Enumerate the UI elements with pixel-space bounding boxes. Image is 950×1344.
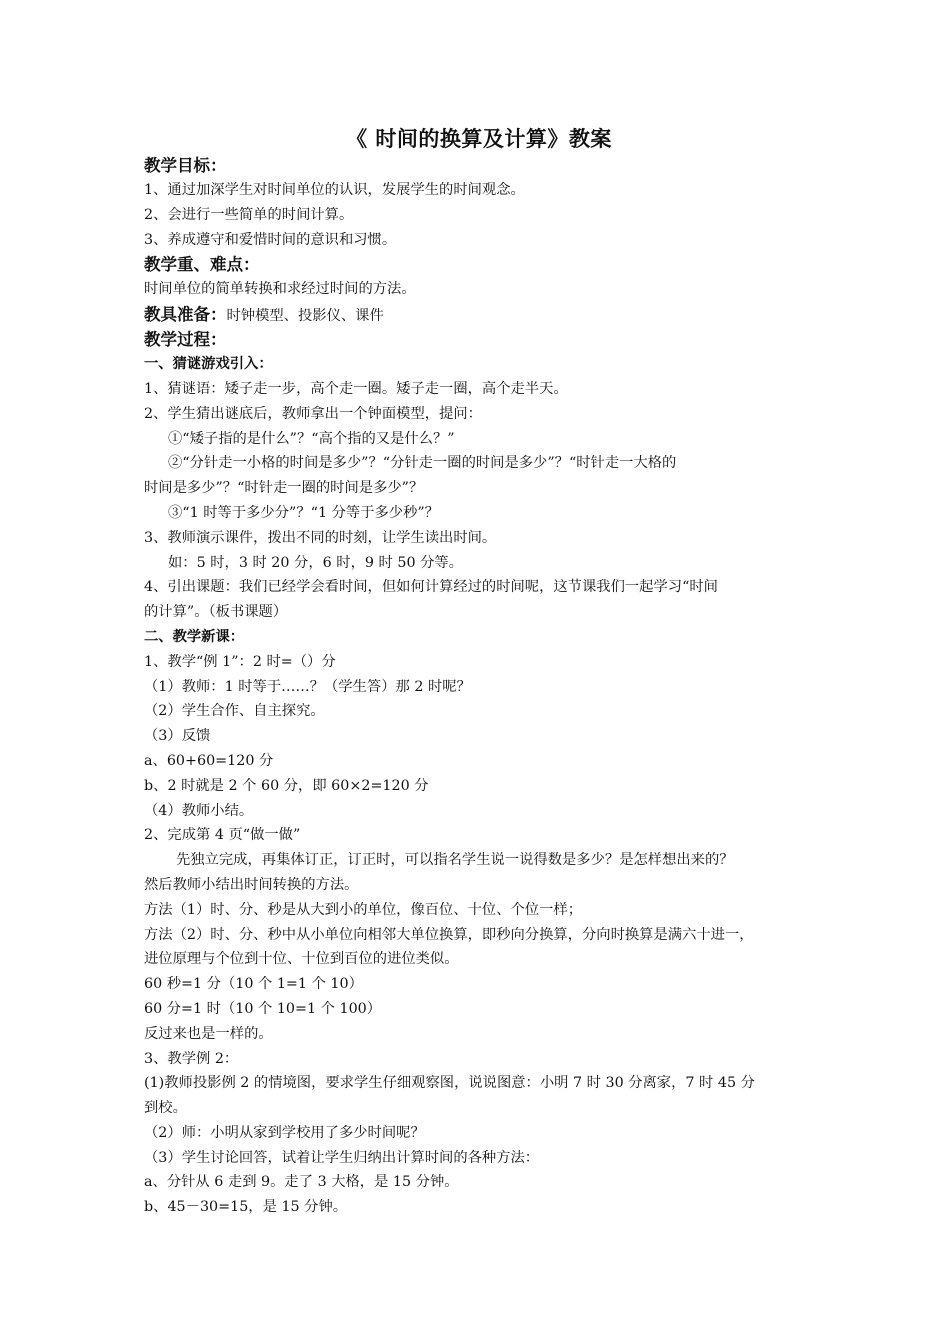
goal-item-2: 2、会进行一些简单的时间计算。 [144, 206, 354, 223]
paragraph-line: 2、完成第 4 页“做一做” [144, 827, 301, 844]
section-heading-new-lesson: 二、教学新课： [144, 628, 245, 645]
paragraph-line: 的计算”。（板书课题） [144, 604, 288, 621]
paragraph-line: b、45－30=15，是 15 分钟。 [144, 1199, 348, 1216]
paragraph-line: 方法（1）时、分、秒是从大到小的单位，像百位、十位、个位一样； [144, 901, 582, 918]
paragraph-line: 先独立完成，再集体订正，订正时，可以指名学生说一说得数是多少？是怎样想出来的？ [176, 852, 734, 869]
goal-item-3: 3、养成遵守和爱惜时间的意识和习惯。 [144, 231, 397, 248]
paragraph-line: 60 分=1 时（10 个 10=1 个 100） [144, 1000, 382, 1017]
goal-item-1: 1、通过加深学生对时间单位的认识，发展学生的时间观念。 [144, 182, 525, 198]
paragraph-line: （4）教师小结。 [144, 802, 254, 819]
key-points-text: 时间单位的简单转换和求经过时间的方法。 [144, 281, 416, 298]
paragraph-line: （3）学生讨论回答，试着让学生归纳出计算时间的各种方法： [144, 1149, 540, 1166]
section-heading-intro: 一、猜谜游戏引入： [144, 356, 273, 373]
document-title: 《 时间的换算及计算》教案 [346, 127, 612, 151]
teaching-tools-text: 时钟模型、投影仪、课件 [226, 308, 384, 325]
paragraph-line: 进位原理与个位到十位、十位到百位的进位类似。 [144, 951, 459, 968]
paragraph-line: (1)教师投影例 2 的情境图，要求学生仔细观察图，说说图意：小明 7 时 30 分离家，7 时 45 分 [144, 1075, 755, 1092]
paragraph-line: 1、教学“例 1”：2 时=（）分 [144, 653, 336, 670]
paragraph-line: 60 秒=1 分（10 个 1=1 个 10） [144, 976, 363, 993]
paragraph-line: ①“矮子指的是什么”？“高个指的又是什么？” [168, 430, 455, 447]
paragraph-line: ③“1 时等于多少分”？“1 分等于多少秒”？ [168, 504, 439, 521]
paragraph-line: b、2 时就是 2 个 60 分，即 60×2=120 分 [144, 777, 429, 794]
tools-line [144, 302, 814, 327]
lesson-plan-body [144, 126, 814, 1220]
paragraph-line: 1、猜谜语：矮子走一步，高个走一圈。矮子走一圈，高个走半天。 [144, 380, 568, 397]
paragraph-line: 2、学生猜出谜底后，教师拿出一个钟面模型，提问： [144, 405, 482, 422]
paragraph-line: 3、教师演示课件，拨出不同的时刻，让学生读出时间。 [144, 529, 497, 546]
paragraph-line: 时间是多少”？“时针走一圈的时间是多少”？ [144, 480, 424, 497]
paragraph-line: 然后教师小结出时间转换的方法。 [144, 876, 359, 893]
paragraph-line: ②“分针走一小格的时间是多少”？“分针走一圈的时间是多少”？“时针走一大格的 [168, 455, 677, 472]
heading-key-points: 教学重、难点： [144, 255, 260, 275]
heading-teaching-process: 教学过程： [144, 330, 227, 350]
paragraph-line: 反过来也是一样的。 [144, 1025, 273, 1042]
paragraph-line: 4、引出课题：我们已经学会看时间，但如何计算经过的时间呢，这节课我们一起学习“时间 [144, 579, 718, 596]
paragraph-line: （2）师：小明从家到学校用了多少时间呢？ [144, 1124, 425, 1141]
paragraph-line: 如：5 时，3 时 20 分，6 时，9 时 50 分等。 [168, 554, 463, 571]
heading-teaching-goals: 教学目标： [144, 156, 227, 175]
paragraph-line: a、分针从 6 走到 9。走了 3 大格，是 15 分钟。 [144, 1174, 459, 1191]
paragraph-line: （3）反馈 [144, 728, 211, 745]
paragraph-line: 3、教学例 2： [144, 1050, 239, 1067]
paragraph-line: a、60+60=120 分 [144, 752, 274, 769]
paragraph-line: （2）学生合作、自主探究。 [144, 703, 325, 720]
paragraph-line: 方法（2）时、分、秒中从小单位向相邻大单位换算，即秒向分换算，分向时换算是满六十进一， [144, 926, 754, 943]
paragraph-line: （1）教师：1 时等于……？（学生答）那 2 时呢？ [144, 678, 471, 695]
paragraph-line: 到校。 [144, 1100, 187, 1117]
heading-teaching-tools: 教具准备： [144, 305, 227, 325]
